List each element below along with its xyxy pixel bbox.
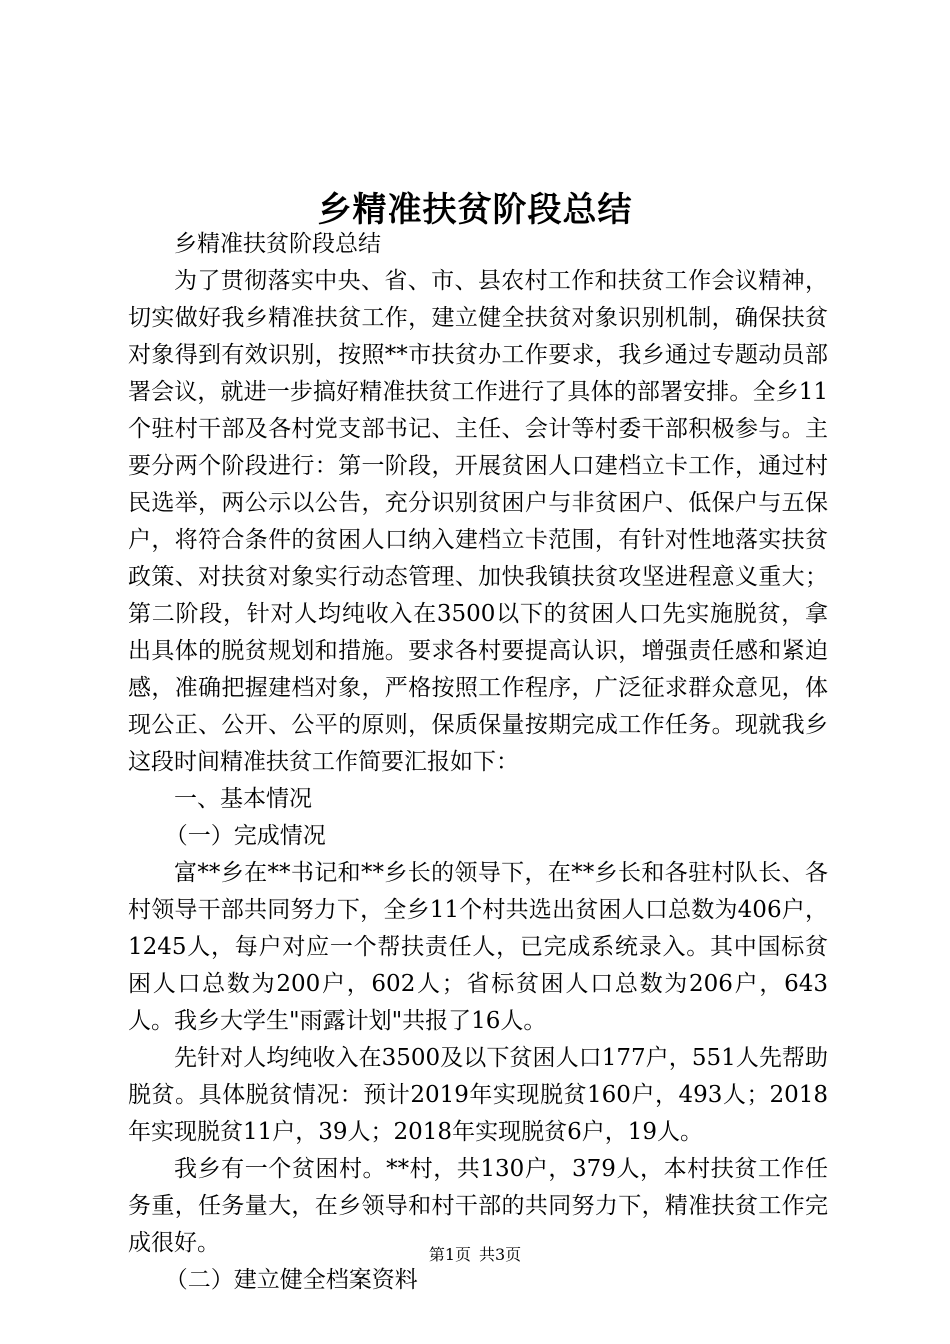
document-title: 乡精准扶贫阶段总结 [317,190,633,230]
document-body [128,226,828,1299]
subsection-heading-completion: （一）完成情况 [164,823,326,849]
paragraph-poverty-exit: 先针对人均纯收入在3500及以下贫困人口177户，551人先帮助脱贫。具体脱贫情况：预计2019年实现脱贫160户，493人；2018年实现脱贫11户，39人；2018年实现脱贫6户，19人。 [128,1045,828,1145]
paragraph-poor-village: 我乡有一个贫困村。**村，共130户，379人，本村扶贫工作任务重，任务量大，在乡领导和村干部的共同努力下，精准扶贫工作完成很好。 [128,1156,828,1256]
page-total: 共3页 [479,1245,522,1264]
subsection-heading-archives: （二）建立健全档案资料 [164,1267,418,1293]
paragraph-subtitle: 乡精准扶贫阶段总结 [174,231,381,257]
page-number: 第1页 [428,1245,471,1264]
section-heading-basic-situation: 一、基本情况 [174,786,312,812]
paragraph-intro: 为了贯彻落实中央、省、市、县农村工作和扶贫工作会议精神，切实做好我乡精准扶贫工作，建立健全扶贫对象识别机制，确保扶贫对象得到有效识别，按照**市扶贫办工作要求，我乡通过专题动员部署会议，就进一步搞好精准扶贫工作进行了具体的部署安排。全乡11个驻村干部及各村党支部书记、主任、会计等村委干部积极参与。主要分两个阶段进行：第一阶段，开展贫困人口建档立卡工作，通过村民选举，两公示以公告，充分识别贫困户与非贫困户、低保户与五保户，将符合条件的贫困人口纳入建档立卡范围，有针对性地落实扶贫政策、对扶贫对象实行动态管理、加快我镇扶贫攻坚进程意义重大；第二阶段，针对人均纯收入在3500以下的贫困人口先实施脱贫，拿出具体的脱贫规划和措施。要求各村要提高认识，增强责任感和紧迫感，准确把握建档对象，严格按照工作程序，广泛征求群众意见，体现公正、公开、公平的原则，保质保量按期完成工作任务。现就我乡这段时间精准扶贫工作简要汇报如下： [128,268,828,775]
paragraph-completion-stats: 富**乡在**书记和**乡长的领导下，在**乡长和各驻村队长、各村领导干部共同努力下，全乡11个村共选出贫困人口总数为406户，1245人，每户对应一个帮扶责任人，已完成系统录入。其中国标贫困人口总数为200户，602人；省标贫困人口总数为206户，643人。我乡大学生"雨露计划"共报了16人。 [128,860,828,1034]
page-footer [0,1244,950,1266]
